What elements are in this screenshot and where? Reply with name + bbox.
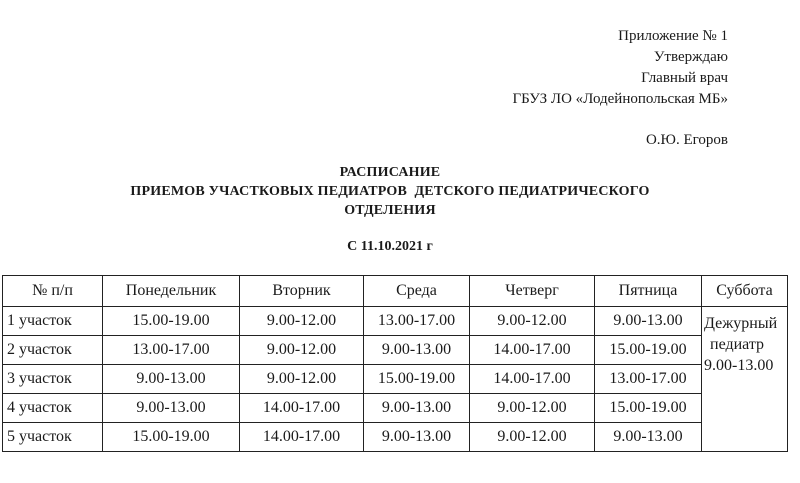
row-label: 1 участок — [3, 307, 103, 336]
header-wednesday: Среда — [364, 276, 470, 307]
saturday-line-2: педиатр — [710, 336, 765, 353]
cell-thursday: 9.00-12.00 — [470, 423, 595, 452]
cell-wednesday: 15.00-19.00 — [364, 365, 470, 394]
approve-label: Утверждаю — [653, 49, 728, 65]
table-row — [3, 394, 788, 423]
schedule-table — [2, 275, 788, 452]
cell-tuesday: 9.00-12.00 — [240, 336, 364, 365]
signatory-name: О.Ю. Егоров — [645, 132, 728, 148]
approval-block — [512, 26, 728, 151]
row-label: 5 участок — [3, 423, 103, 452]
table-row — [3, 336, 788, 365]
saturday-line-1: Дежурный — [704, 315, 778, 332]
cell-wednesday: 9.00-13.00 — [364, 423, 470, 452]
cell-thursday: 9.00-12.00 — [470, 394, 595, 423]
cell-monday: 9.00-13.00 — [103, 394, 240, 423]
header-row — [3, 276, 788, 307]
cell-friday: 15.00-19.00 — [595, 336, 702, 365]
header-tuesday: Вторник — [240, 276, 364, 307]
cell-thursday: 9.00-12.00 — [470, 307, 595, 336]
document-title — [0, 163, 780, 220]
header-monday: Понедельник — [103, 276, 240, 307]
organization-label: ГБУЗ ЛО «Лодейнопольская МБ» — [512, 91, 728, 107]
cell-friday: 15.00-19.00 — [595, 394, 702, 423]
cell-monday: 15.00-19.00 — [103, 307, 240, 336]
cell-thursday: 14.00-17.00 — [470, 365, 595, 394]
cell-friday: 9.00-13.00 — [595, 307, 702, 336]
title-line-3: ОТДЕЛЕНИЯ — [344, 203, 436, 218]
table-row — [3, 307, 788, 336]
header-number: № п/п — [3, 276, 103, 307]
saturday-hours: 9.00-13.00 — [704, 357, 774, 374]
cell-friday: 13.00-17.00 — [595, 365, 702, 394]
header-saturday: Суббота — [702, 276, 788, 307]
row-label: 3 участок — [3, 365, 103, 394]
cell-monday: 9.00-13.00 — [103, 365, 240, 394]
cell-monday: 15.00-19.00 — [103, 423, 240, 452]
table-row — [3, 423, 788, 452]
row-label: 4 участок — [3, 394, 103, 423]
title-line-2: ПРИЕМОВ УЧАСТКОВЫХ ПЕДИАТРОВ ДЕТСКОГО ПЕДИАТРИЧЕСКОГО — [130, 184, 650, 199]
table-row — [3, 365, 788, 394]
cell-wednesday: 9.00-13.00 — [364, 336, 470, 365]
cell-tuesday: 14.00-17.00 — [240, 423, 364, 452]
cell-tuesday: 9.00-12.00 — [240, 307, 364, 336]
saturday-duty-cell — [702, 307, 788, 452]
cell-thursday: 14.00-17.00 — [470, 336, 595, 365]
title-line-1: РАСПИСАНИЕ — [339, 165, 441, 180]
cell-tuesday: 14.00-17.00 — [240, 394, 364, 423]
header-friday: Пятница — [595, 276, 702, 307]
signature-gap — [512, 110, 728, 130]
effective-date: С 11.10.2021 г — [347, 239, 433, 254]
row-label: 2 участок — [3, 336, 103, 365]
header-thursday: Четверг — [470, 276, 595, 307]
cell-friday: 9.00-13.00 — [595, 423, 702, 452]
appendix-label: Приложение № 1 — [618, 28, 728, 44]
cell-tuesday: 9.00-12.00 — [240, 365, 364, 394]
position-label: Главный врач — [641, 70, 728, 86]
cell-monday: 13.00-17.00 — [103, 336, 240, 365]
cell-wednesday: 13.00-17.00 — [364, 307, 470, 336]
cell-wednesday: 9.00-13.00 — [364, 394, 470, 423]
